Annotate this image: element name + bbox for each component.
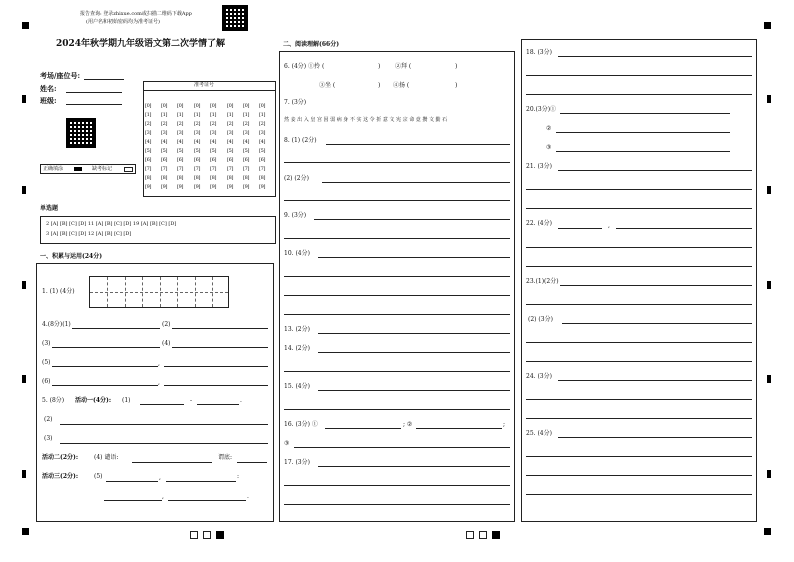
exam-id-bubble[interactable]: [2]: [227, 121, 234, 127]
q8-1-label: 8. (1) (2分): [284, 137, 317, 144]
q21-answer-line2[interactable]: [526, 189, 752, 190]
exam-id-bubble[interactable]: [8]: [145, 175, 152, 181]
timing-mark: [767, 186, 771, 194]
exam-id-bubble[interactable]: [0]: [145, 103, 152, 109]
exam-id-bubble[interactable]: [1]: [227, 112, 234, 118]
q20-item-3: ③: [546, 144, 552, 151]
q10-answer[interactable]: [318, 257, 510, 258]
exam-id-bubble[interactable]: [5]: [194, 148, 201, 154]
exam-id-bubble[interactable]: [4]: [161, 139, 168, 145]
activity1-period: .: [240, 397, 242, 404]
q6-label: 6. (4分) ①拎 (: [284, 63, 325, 70]
q25-answer-line3[interactable]: [526, 475, 752, 476]
q23-1-label: 23.(1)(2分): [526, 278, 559, 285]
exam-id-bubble[interactable]: [7]: [145, 166, 152, 172]
q13-answer[interactable]: [318, 333, 510, 334]
exam-id-column[interactable]: [243, 102, 249, 192]
exam-id-bubble[interactable]: [1]: [194, 112, 201, 118]
q20-answer-2[interactable]: [556, 132, 730, 133]
exam-id-column[interactable]: [194, 102, 200, 192]
activity3-comma: ,: [159, 474, 161, 481]
name-label: 姓名:: [40, 84, 57, 93]
q18-answer[interactable]: [558, 56, 752, 57]
q16-item-3: ③: [284, 440, 290, 447]
exam-id-bubble[interactable]: [1]: [210, 112, 217, 118]
q22-answer-a[interactable]: [558, 228, 602, 229]
q16-answer-2[interactable]: [416, 428, 502, 429]
q15-answer[interactable]: [318, 390, 510, 391]
exam-id-bubble[interactable]: [0]: [243, 103, 250, 109]
q4-4-label: (4): [162, 340, 171, 347]
q10-answer-line4[interactable]: [284, 314, 510, 315]
exam-id-bubble[interactable]: [4]: [243, 139, 250, 145]
exam-id-bubble[interactable]: [2]: [243, 121, 250, 127]
activity3-answer-a[interactable]: [106, 481, 158, 482]
exam-id-bubble[interactable]: [3]: [227, 130, 234, 136]
page-mark-slash: [466, 531, 474, 539]
legend-missing-label: 缺考标记: [92, 166, 113, 172]
exam-id-bubble[interactable]: [2]: [194, 121, 201, 127]
q21-answer[interactable]: [558, 170, 752, 171]
exam-id-bubble[interactable]: [2]: [161, 121, 168, 127]
exam-id-bubble[interactable]: [2]: [259, 121, 266, 127]
exam-id-bubble[interactable]: [3]: [177, 130, 184, 136]
exam-id-bubble[interactable]: [8]: [259, 175, 266, 181]
q6-close-2: ): [455, 63, 458, 70]
activity1-q2-label: (2): [44, 416, 53, 423]
page-mark-solid: [216, 531, 224, 539]
q6-close-1: ): [378, 63, 381, 70]
corner-mark: [764, 22, 771, 29]
exam-id-bubble[interactable]: [0]: [259, 103, 266, 109]
class-field[interactable]: [66, 104, 122, 105]
exam-id-column[interactable]: [259, 102, 265, 192]
q25-answer-line4[interactable]: [526, 494, 752, 495]
exam-id-bubble[interactable]: [1]: [177, 112, 184, 118]
exam-id-bubble[interactable]: [8]: [161, 175, 168, 181]
exam-id-bubble[interactable]: [4]: [259, 139, 266, 145]
q22-answer-line3[interactable]: [526, 266, 752, 267]
q1-label: 1. (1) (4分): [42, 288, 75, 295]
exam-id-bubble[interactable]: [3]: [161, 130, 168, 136]
q14-label: 14. (2分): [284, 345, 310, 352]
activity3-comma-2: ,: [162, 493, 164, 500]
q7-sentence[interactable]: 然 妾 出 入 皇 宫 因 弱 病 身 不 实 这 令 折 意 文 宪 宗 命 竟 攒 文 勤 石: [284, 117, 448, 123]
q4-3-label: (3): [42, 340, 51, 347]
q23-1-answer-line2[interactable]: [526, 304, 752, 305]
exam-id-bubble[interactable]: [1]: [259, 112, 266, 118]
exam-id-title-divider: [143, 90, 276, 91]
exam-id-bubble[interactable]: [1]: [161, 112, 168, 118]
q6-close-3: ): [378, 82, 381, 89]
section1-title: 一、积累与运用(24分): [40, 253, 103, 260]
q24-answer-line2[interactable]: [526, 399, 752, 400]
q10-label: 10. (4分): [284, 250, 310, 257]
qr-code-icon: [222, 5, 248, 31]
q15-answer-line2[interactable]: [284, 409, 510, 410]
corner-mark: [764, 528, 771, 535]
legend-correct-swatch: [74, 167, 82, 171]
exam-id-bubble[interactable]: [9]: [161, 184, 168, 190]
exam-id-bubble[interactable]: [5]: [243, 148, 250, 154]
exam-id-bubble[interactable]: [7]: [243, 166, 250, 172]
q10-answer-line2[interactable]: [284, 276, 510, 277]
q5-label: 5. (8分): [42, 397, 65, 404]
activity2-riddle-answer[interactable]: [132, 462, 212, 463]
exam-id-bubble[interactable]: [2]: [145, 121, 152, 127]
q17-answer[interactable]: [318, 466, 510, 467]
q4-3-answer[interactable]: [52, 347, 160, 348]
activity1-q1-answer-b[interactable]: [197, 404, 239, 405]
q20-label: 20.(3分)①: [526, 106, 557, 113]
q4-5-label: (5): [42, 359, 51, 366]
class-label: 班级:: [40, 96, 57, 105]
exam-id-column[interactable]: [210, 102, 216, 192]
report-note-line1: 报告查询: 登录zhixue.com或扫描二维码下载App: [80, 11, 192, 17]
page-title: 2024年秋学期九年级语文第二次学情了解: [56, 39, 226, 49]
exam-id-column[interactable]: [161, 102, 167, 192]
exam-id-bubble[interactable]: [3]: [145, 130, 152, 136]
q8-2-answer[interactable]: [322, 182, 510, 183]
exam-id-bubble[interactable]: [4]: [227, 139, 234, 145]
q21-answer-line3[interactable]: [526, 208, 752, 209]
q22-comma: ,: [608, 222, 610, 229]
activity1-q3-answer[interactable]: [60, 443, 268, 444]
exam-id-bubble[interactable]: [9]: [210, 184, 217, 190]
exam-id-bubble[interactable]: [1]: [145, 112, 152, 118]
activity1-q3-label: (3): [44, 435, 53, 442]
exam-id-bubble[interactable]: [8]: [210, 175, 217, 181]
q4-2-answer[interactable]: [172, 328, 268, 329]
q18-answer-line3[interactable]: [526, 94, 752, 95]
q22-answer-b[interactable]: [616, 228, 752, 229]
q9-label: 9. (3分): [284, 212, 307, 219]
q10-answer-line3[interactable]: [284, 295, 510, 296]
student-qr-icon: [66, 118, 96, 148]
q6-item-2: ②拜 (: [395, 63, 412, 70]
timing-mark: [22, 95, 26, 103]
q1-writing-grid[interactable]: [89, 276, 229, 308]
exam-id-column[interactable]: [177, 102, 183, 192]
q24-label: 24. (3分): [526, 373, 552, 380]
q17-answer-line3[interactable]: [284, 504, 510, 505]
q8-1-answer[interactable]: [326, 144, 510, 145]
exam-id-bubble[interactable]: [9]: [177, 184, 184, 190]
activity3-period: .: [247, 493, 249, 500]
exam-id-bubble[interactable]: [4]: [210, 139, 217, 145]
exam-id-bubble[interactable]: [8]: [194, 175, 201, 181]
report-note-line2: (用户名和初始密码均为准考证号): [86, 19, 160, 25]
exam-id-bubble[interactable]: [8]: [177, 175, 184, 181]
exam-id-column[interactable]: [227, 102, 233, 192]
exam-id-bubble[interactable]: [7]: [194, 166, 201, 172]
exam-id-bubble[interactable]: [6]: [243, 157, 250, 163]
activity2-answer-label: 谓底:: [218, 454, 233, 461]
q20-item-2: ②: [546, 125, 552, 132]
exam-id-bubble[interactable]: [6]: [259, 157, 266, 163]
q16-answer-3[interactable]: [294, 447, 510, 448]
exam-id-bubble[interactable]: [5]: [177, 148, 184, 154]
exam-id-bubble[interactable]: [7]: [161, 166, 168, 172]
activity1-q1-answer-a[interactable]: [140, 404, 184, 405]
exam-id-bubble[interactable]: [5]: [210, 148, 217, 154]
q8-1-answer-line2[interactable]: [284, 162, 510, 163]
timing-mark: [22, 375, 26, 383]
page-mark-slash: [203, 531, 211, 539]
q20-answer-1[interactable]: [560, 113, 730, 114]
q13-label: 13. (2分): [284, 326, 310, 333]
activity2-answer-field[interactable]: [237, 462, 267, 463]
q23-2-answer-line2[interactable]: [526, 342, 752, 343]
q9-answer[interactable]: [314, 219, 510, 220]
exam-id-bubble[interactable]: [4]: [177, 139, 184, 145]
timing-mark: [22, 470, 26, 478]
exam-id-bubble[interactable]: [0]: [177, 103, 184, 109]
exam-id-bubble[interactable]: [7]: [259, 166, 266, 172]
room-seat-field[interactable]: [84, 79, 124, 80]
name-field[interactable]: [66, 92, 122, 93]
q4-5-comma: ,: [158, 360, 160, 367]
corner-mark: [22, 528, 29, 535]
q4-6-label: (6): [42, 378, 51, 385]
exam-id-bubble[interactable]: [0]: [161, 103, 168, 109]
q25-answer[interactable]: [558, 437, 752, 438]
exam-id-bubble[interactable]: [5]: [161, 148, 168, 154]
q22-answer-line2[interactable]: [526, 247, 752, 248]
timing-mark: [767, 375, 771, 383]
q18-answer-line2[interactable]: [526, 75, 752, 76]
mcq-title: 单选题: [40, 205, 59, 212]
absent-mark-box[interactable]: [124, 167, 133, 172]
activity3-answer-b[interactable]: [166, 481, 236, 482]
q21-label: 21. (3分): [526, 163, 552, 170]
q25-label: 25. (4分): [526, 430, 552, 437]
q16-sep-3: ;: [503, 421, 506, 428]
activity1-label: 活动一(4分):: [75, 397, 112, 404]
exam-id-column[interactable]: [145, 102, 151, 192]
q16-sep-2: ; ②: [403, 421, 413, 428]
exam-id-bubble[interactable]: [6]: [145, 157, 152, 163]
q6-close-4: ): [455, 82, 458, 89]
exam-id-bubble[interactable]: [3]: [210, 130, 217, 136]
q9-answer-line2[interactable]: [284, 238, 510, 239]
exam-id-bubble[interactable]: [7]: [210, 166, 217, 172]
timing-mark: [22, 186, 26, 194]
activity2-riddle-label: (4) 谴语:: [94, 454, 119, 461]
timing-mark: [767, 470, 771, 478]
exam-id-bubble[interactable]: [2]: [177, 121, 184, 127]
activity3-label: 活动三(2分):: [42, 473, 79, 480]
exam-id-bubble[interactable]: [5]: [227, 148, 234, 154]
exam-id-bubble[interactable]: [6]: [227, 157, 234, 163]
q7-label: 7. (3分): [284, 99, 307, 106]
activity1-q2-answer[interactable]: [60, 424, 268, 425]
q25-answer-line2[interactable]: [526, 456, 752, 457]
q20-answer-3[interactable]: [556, 151, 730, 152]
q14-answer[interactable]: [318, 352, 510, 353]
q4-6-comma: ,: [158, 379, 160, 386]
q23-2-label: (2) (3分): [528, 316, 553, 323]
q14-answer-line2[interactable]: [284, 371, 510, 372]
exam-id-title: 准考证号: [194, 82, 215, 88]
q6-item-3: ③坐 (: [319, 82, 336, 89]
q4-6-answer-b[interactable]: [164, 385, 268, 386]
q18-label: 18. (3分): [526, 49, 552, 56]
q22-label: 22. (4分): [526, 220, 552, 227]
legend-correct-label: 正确填涂: [43, 166, 64, 172]
activity3-answer-d[interactable]: [168, 500, 246, 501]
exam-id-bubble[interactable]: [1]: [243, 112, 250, 118]
exam-id-bubble[interactable]: [6]: [177, 157, 184, 163]
q4-5-answer-a[interactable]: [52, 366, 158, 367]
exam-id-bubble[interactable]: [3]: [194, 130, 201, 136]
q8-2-answer-line2[interactable]: [284, 200, 510, 201]
q23-1-answer[interactable]: [560, 285, 752, 286]
exam-id-bubble[interactable]: [8]: [227, 175, 234, 181]
exam-id-bubble[interactable]: [8]: [243, 175, 250, 181]
q15-label: 15. (4分): [284, 383, 310, 390]
exam-id-bubble[interactable]: [7]: [227, 166, 234, 172]
page-mark-solid: [492, 531, 500, 539]
exam-id-bubble[interactable]: [0]: [194, 103, 201, 109]
exam-id-bubble[interactable]: [4]: [194, 139, 201, 145]
exam-id-bubble[interactable]: [3]: [243, 130, 250, 136]
q4-1-label: 4.(8分)(1): [42, 321, 71, 328]
q23-2-answer[interactable]: [562, 323, 752, 324]
exam-id-bubble[interactable]: [9]: [227, 184, 234, 190]
exam-id-bubble[interactable]: [0]: [210, 103, 217, 109]
page-mark-slash: [479, 531, 487, 539]
activity3-colon: :: [237, 473, 240, 480]
q16-answer-1[interactable]: [325, 428, 401, 429]
exam-id-bubble[interactable]: [3]: [259, 130, 266, 136]
activity3-answer-c[interactable]: [104, 500, 162, 501]
activity1-q1-label: (1): [122, 397, 131, 404]
q23-2-answer-line3[interactable]: [526, 361, 752, 362]
q17-answer-line2[interactable]: [284, 485, 510, 486]
timing-mark: [767, 95, 771, 103]
q4-4-answer[interactable]: [172, 347, 268, 348]
exam-id-bubble[interactable]: [2]: [210, 121, 217, 127]
q4-5-answer-b[interactable]: [164, 366, 268, 367]
timing-mark: [22, 281, 26, 289]
q16-label: 16. (3分) ①: [284, 421, 318, 428]
q4-1-answer[interactable]: [72, 328, 160, 329]
exam-id-bubble[interactable]: [7]: [177, 166, 184, 172]
exam-id-bubble[interactable]: [5]: [145, 148, 152, 154]
page-mark-slash: [190, 531, 198, 539]
exam-id-bubble[interactable]: [9]: [194, 184, 201, 190]
corner-mark: [22, 22, 29, 29]
q17-label: 17. (3分): [284, 459, 310, 466]
room-seat-label: 考场/座位号:: [40, 71, 81, 80]
exam-id-bubble[interactable]: [5]: [259, 148, 266, 154]
q6-item-4: ④扬 (: [393, 82, 410, 89]
section2-title: 二、阅读理解(66分): [283, 41, 340, 48]
activity2-label: 活动二(2分):: [42, 454, 79, 461]
mcq-row-2[interactable]: 3 [A] [B] [C] [D] 12 [A] [B] [C] [D]: [46, 231, 132, 237]
q24-answer-line3[interactable]: [526, 418, 752, 419]
exam-id-bubble[interactable]: [4]: [145, 139, 152, 145]
mcq-row-1[interactable]: 2 [A] [B] [C] [D] 11 [A] [B] [C] [D] 19 [A] [B] [C] [D]: [46, 221, 177, 227]
exam-id-bubble[interactable]: [9]: [259, 184, 266, 190]
q8-2-label: (2) (2分): [284, 175, 309, 182]
exam-id-bubble[interactable]: [0]: [227, 103, 234, 109]
q4-6-answer-a[interactable]: [52, 385, 158, 386]
exam-id-bubble[interactable]: [9]: [145, 184, 152, 190]
exam-id-bubble[interactable]: [6]: [194, 157, 201, 163]
timing-mark: [767, 281, 771, 289]
exam-id-bubble[interactable]: [6]: [210, 157, 217, 163]
activity1-dash: -: [190, 397, 193, 404]
q24-answer[interactable]: [558, 380, 752, 381]
exam-id-bubble[interactable]: [9]: [243, 184, 250, 190]
q4-2-label: (2): [162, 321, 171, 328]
exam-id-bubble[interactable]: [6]: [161, 157, 168, 163]
activity3-q5-label: (5): [94, 473, 103, 480]
